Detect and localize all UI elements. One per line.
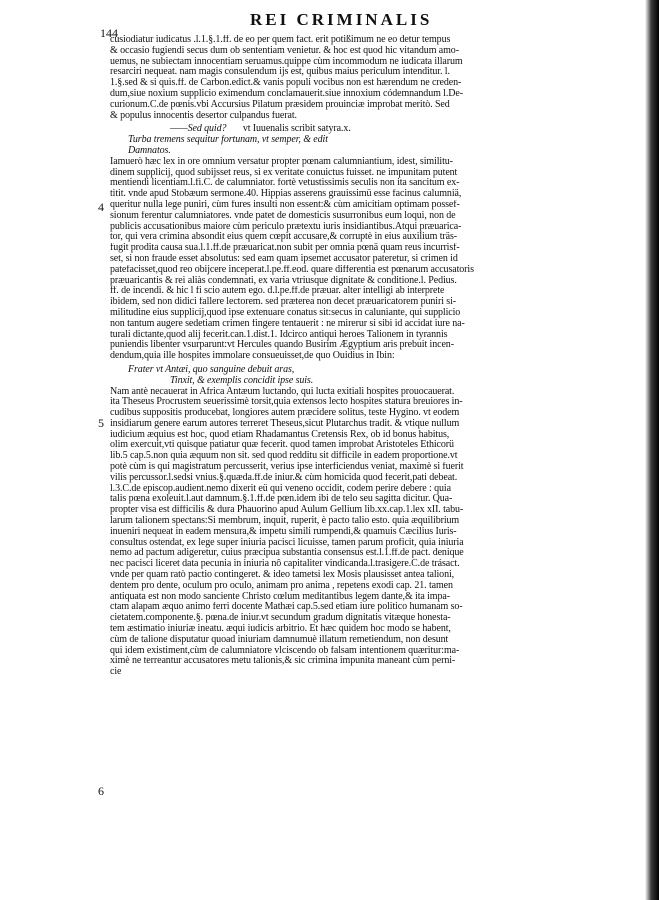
text-line: ximè ne terreantur accusatores metu talionis,& sic crimina impunita maneant cùm perni- xyxy=(110,656,456,667)
text-line: olim exercuit,vti quisque patiatur quæ fecerit. quod tamen improbat Aristoteles Ethicorü xyxy=(110,440,454,451)
text-line: nec pacisci liceret data pecunia in iniuria nô capitaliter vindicanda.l.trasigere.C.de trásact. xyxy=(110,559,460,570)
verse-1-quote: ——Sed quid? xyxy=(170,124,227,135)
text-line: propter visa est difficilis & dura Phauorino apud Aulum Gellium lib.xx.cap.1.lex xII. tabu- xyxy=(110,505,464,516)
verse-2-line-2: Tinxit, & exemplis concidit ipse suis. xyxy=(170,375,314,386)
main-text xyxy=(110,35,610,678)
text-line: vnde per quam ratò pactio contingeret. & ideo tametsi lex Mosis plausisset antea talioni, xyxy=(110,570,455,581)
text-line: dentem pro dente, oculum pro oculo, animam pro anima , repetens exodi cap. 21. tamen xyxy=(110,580,453,591)
text-line: larum talionem spectans:Si membrum, inquit, ruperit, è pacto talio esto. quia æquilibrium xyxy=(110,516,460,527)
text-line: ita Theseus Procrustem seuerissimè torsit,quia extensos lecto hospites statura breuiores in- xyxy=(110,397,463,408)
text-line: Iamuerò hæc lex in ore omnium versatur propter pœnam calumniantium, idest, similitu- xyxy=(110,156,453,167)
text-line: curionum.C.de pœnis.vbi Accursius Pilatum præsidem prouinciæ improbat meritò. Sed xyxy=(110,99,450,110)
text-line: potè cùm is qui magistratum percusserit, verius ipse interficiendus veniat, maximè si fuerit xyxy=(110,462,464,473)
text-line: tor, qui vera crimina absondit eius quem cœpit accusare,& corruptè in eius auxilium träs- xyxy=(110,232,457,243)
text-line: & populus innocentis desertor culpandus fuerat. xyxy=(110,110,297,121)
text-line: puniendis libenter vsurparunt:vt Hercules quando Busirim Ægyptium aris prebuit incen- xyxy=(110,340,454,351)
text-line: 1.§.sed & si quis.ff. de Carbon.edict.& vanis populi vocibus non est hærendum ne creden- xyxy=(110,78,462,89)
text-line: set, si non fraude esset absolutus: sed eam quam ipsemet accusator pateretur, si crimen id xyxy=(110,253,458,264)
text-line: sionum ferentur calumniatores. vnde patet de domesticis susurronibus eum loqui, non de xyxy=(110,210,456,221)
marginal-number-6: 6 xyxy=(98,784,104,798)
page-number: 144 xyxy=(100,26,118,40)
paragraph-3 xyxy=(110,387,610,679)
text-line: dendum,quia ille hospites immolare consueuisset,de quo Ouidius in Ibin: xyxy=(110,351,395,362)
verse-1-line-3: Damnatos. xyxy=(128,145,171,156)
text-line: ff. de incendi. & hic l fi scio autem ego. d.l.pe.ff.de præuar. alter intelligi ab interprete xyxy=(110,286,445,297)
paragraph-2 xyxy=(110,157,610,362)
text-line: talis pœna exoleuit.l.aut damnum.§.1.ff.de pœn.idem ibi de telo seu sagitta dicitur. Qua- xyxy=(110,494,453,505)
text-line: turali dictante,quod alij fecerit.can.1.dist.1. Idcirco antiqui heroes Talionem in tyrannis xyxy=(110,329,448,340)
text-line: l.3.C.de episcop.audient.nemo dixerit eü qui veneno occidit, codem perire debere : quia xyxy=(110,483,451,494)
text-line: & occasio fugiendi secus dum ob sententiam venietur. & hoc est quod hic vitandum amo- xyxy=(110,45,459,56)
text-line: iudicium æquius est hoc, quod etiam Rhadamantus Cretensis Rex, ob id bonus habitus, xyxy=(110,429,450,440)
text-line: fugit prodita causa sua.l.1.ff.de præuaricat.non subit per omnia pœnä quam reus incurrisf- xyxy=(110,243,460,254)
text-line: cietatem.componente.§. pœna.de iniur.vt secundum gradum dignitatis vitæque honesta- xyxy=(110,613,451,624)
text-line: resarciri nequeat. nam magis consulendum ijs est, quibus maius periculum intenditur. l. xyxy=(110,67,450,78)
text-line: cusiodiatur iudicatus .l.1.§.1.ff. de eo per quem fact. erit potißimum ne eo detur tempus xyxy=(110,35,451,45)
text-line: nemo ad pactum adigeretur, cuius præcipua substantia consensus est.l.1.ff.de pact. denique xyxy=(110,548,464,559)
text-line: ctam alapam æquo animo ferri docente Mathæi cap.5.sed etiam iure politico humanam so- xyxy=(110,602,463,613)
text-line: antiquata est non modo sanciente Christo cœlum meditantibus legem dante,& ita impa- xyxy=(110,591,450,602)
verse-2-line-1: Frater vt Antæi, quo sanguine debuit aras, xyxy=(128,364,295,375)
text-line: tem æstimatio iniuriæ ineatu. æqui iudicis arbitrio. Et hæc quidem hoc modo se habent, xyxy=(110,624,451,635)
text-line: lib.5 cap.5.non quia æquum non sit. sed quod redditu sit difficile in eadem proportione.vt xyxy=(110,451,458,462)
verse-1-line-1 xyxy=(110,124,610,135)
text-line: uemus, ne subiectam innocentiam seruamus.quippe cùm incommodum ne iudicata illarum xyxy=(110,56,463,67)
text-line: præuaricantis & rei aliàs condemnati, ex varia vtriusque dignitate & conditione.l. Pedius. xyxy=(110,275,457,286)
text-line: queritur nulla lege puniri, cùm fures insulti non essent:& cùm amicitiam optimam possef- xyxy=(110,199,460,210)
text-line: militudine eius supplicij,quod ipse extenuare conatus sit:secus in caluniante, qui supplicio xyxy=(110,307,461,318)
text-line: cie xyxy=(110,667,122,678)
text-line: inueniri nequeat in eadem mensura,& impetu simili rumpendi,& quamuis Cæcilius Iuris- xyxy=(110,526,457,537)
text-line: publicis accusationibus maiore cùm periculo prætextu iuris insidiantibus.Atqui præuarica- xyxy=(110,221,462,232)
text-line: non tantum augere sedetiam crimen fingere tentauerit : ne mirerur si sibi id accidat iure na- xyxy=(110,318,465,329)
text-line: dinem supplicij, quod subijsset reus, si ex veritate conuictus fuisset. ne impunitam putent xyxy=(110,167,458,178)
text-line: dum,siue noxium supplicio eximendum conclamauerit.siue innoxium códemnandum l.De- xyxy=(110,88,463,99)
verse-1-line-2: Turba tremens sequitur fortunam, vt semper, & edit xyxy=(128,135,328,146)
text-line: vilis percussor.l.sedsi vnius.§.quæda.ff.de iniur.& cùm homicida quod fecerit,pati debeat. xyxy=(110,472,458,483)
text-line: patefacisset,quod reo obijcere inceperat.l.pe.ff.eod. quare differentia est pœnarum accusatoris xyxy=(110,264,474,275)
running-title: REI CRIMINALIS xyxy=(250,10,433,29)
text-line: cudibus suppositis producebat, longiores autem præcidere solitus, teste Hygino. vt eodem xyxy=(110,408,460,419)
marginal-number-4: 4 xyxy=(98,200,104,214)
text-line: cùm de talione disputatur quoad iniuriam damnumuè illatum remetiendum, non desunt xyxy=(110,634,449,645)
text-line: ibidem, sed non didici fallere lectorem. sed præterea non decet præuaricatorem puniri si- xyxy=(110,297,456,308)
verse-1-reference: vt Iuuenalis scribit satyra.x. xyxy=(242,124,351,135)
text-line: consultus ostendat, ex lege super iniuria pacisci licuisse, tamen parum proficit, quia iniuria xyxy=(110,537,464,548)
text-line: Nam antè necauerat in Africa Antæum luctando, qui lucta exitiali hospites prouocauerat. xyxy=(110,386,455,397)
text-line: mentiendi licentiam.l.fi.C. de calumniator. fortè vetustissimis seculis non ita sancitum ex- xyxy=(110,178,460,189)
text-line: titit. vnde apud Stobæum sermone.40. Hippias asserens grauissimü esse facinus calumniä, xyxy=(110,189,462,200)
paragraph-1 xyxy=(110,35,610,121)
text-line: insidiarum genere earum autores terreret Theseus,sicut Plutarchus tradit. & vtique nullum xyxy=(110,418,460,429)
marginal-number-5: 5 xyxy=(98,416,104,430)
text-line: qui idem existiment,cùm de calumniatore vlciscendo ob falsam intentionem quæritur:ma- xyxy=(110,645,460,656)
scan-edge-shadow xyxy=(645,0,659,900)
